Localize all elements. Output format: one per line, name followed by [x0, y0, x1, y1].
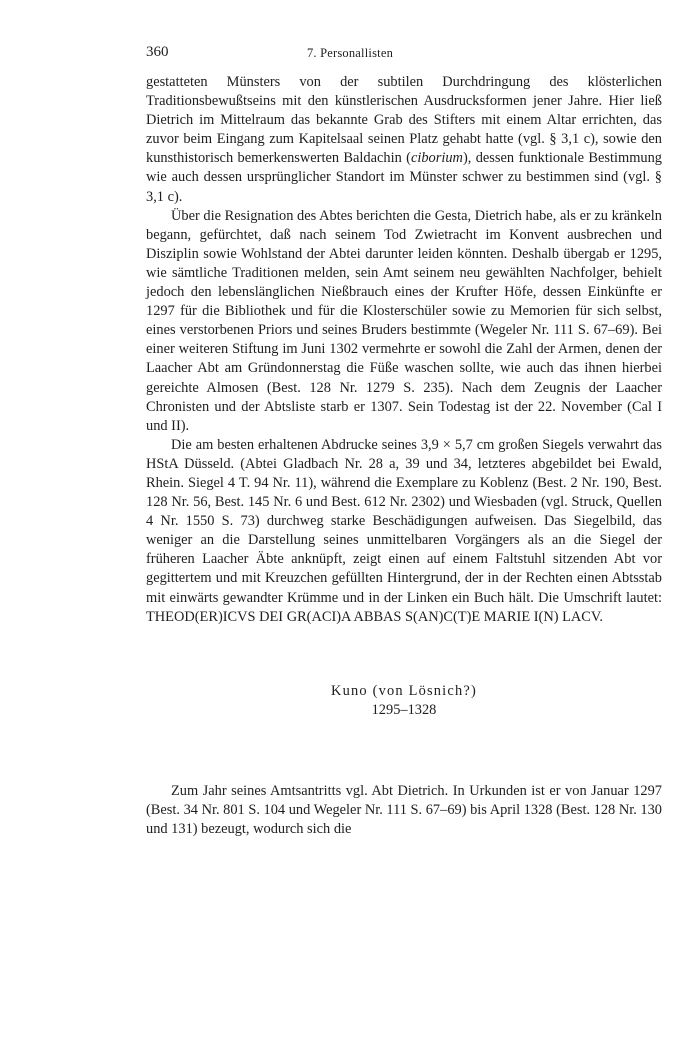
paragraph-1 [146, 73, 662, 207]
ciborium-term: ciborium [410, 150, 463, 167]
section-heading [146, 682, 662, 721]
paragraph-3: Die am besten erhaltenen Abdrucke seines 3,9 × 5,7 cm großen Siegels verwahrt das HStA Düsseld. (Abtei Gladbach Nr. 28 a, 39 und 34, letzteres abgebildet bei Ewald, Rhein. Siegel 4 T. 94 Nr. 11), während die Exemplare zu Koblenz (Best. 2 Nr. 190, Best. 128 Nr. 56, Best. 145 Nr. 6 und Best. 612 Nr. 2302) und Wiesbaden (vgl. Struck, Quellen 4 Nr. 1550 S. 73) durchweg starke Beschädigungen aufweisen. Das Siegelbild, das weniger an die Darstellung seines unmittelbaren Vorgängers als an die Siegel der früheren Laacher Äbte anknüpft, zeigt einen auf einem Faltstuhl sitzenden Abt vor gegittertem und mit Kreuzchen gefüllten Hintergrund, der in der Rechten einen Abtsstab mit einwärts gewandter Krümme und in der Linken ein Buch hält. Die Umschrift lautet: THEOD(ER)ICVS DEI GR(ACI)A ABBAS S(AN)C(T)E MARIE I(N) LACV. [146, 436, 662, 625]
paragraph-1-tail: ), dessen funktionale Bestimmung wie auch dessen ursprünglicher Standort im Münster schwer zu bestimmen sind (vgl. § 3,1 c). [146, 150, 662, 205]
section-heading-name: Kuno (von Lösnich?) [331, 682, 477, 699]
paragraph-1-lead: gestatteten Münsters von der subtilen Durchdringung des klösterlichen Traditionsbewußtseins mit den künstlerischen Ausdrucksformen jener Jahre. Hier ließ Dietrich im Mittelraum das bekannte Grab des Stifters mit einem Altar errichten, das zuvor beim Eingang zum Kapitelsaal seinen Platz gehabt hatte (vgl. § 3,1 c), sowie den kunsthistorisch bemerkenswerten Baldachin ( [146, 74, 662, 167]
running-head: 7. Personallisten [306, 46, 394, 60]
paragraph-2: Über die Resignation des Abtes berichten die Gesta, Dietrich habe, als er zu kränkeln begann, gefürchtet, daß nach seinem Tod Zwietracht im Konvent ausbrechen und Disziplin sowie Wohlstand der Abtei darunter leiden könnten. Deshalb übergab er 1295, wie sämtliche Traditionen melden, sein Amt seinem neu gewählten Nachfolger, behielt jedoch den lebenslänglichen Nießbrauch eines der Krufter Höfe, dessen Einkünfte er 1297 für die Bibliothek und für die Klosterschüler sowie zu Memorien für sich selbst, eines verstorbenen Priors und seines Bruders bestimmte (Wegeler Nr. 111 S. 67–69). Bei einer weiteren Stiftung im Juni 1302 vermehrte er sowohl die Zahl der Armen, denen der Laacher Abt am Gründonnerstag die Füße waschen sollte, wie auch das ihnen hierbei gereichte Almosen (Best. 128 Nr. 1279 S. 235). Nach dem Zeugnis der Laacher Chronisten und der Abtsliste starb er 1307. Sein Todestag ist der 22. November (Cal I und II). [146, 207, 662, 434]
section-heading-years: 1295–1328 [371, 702, 437, 719]
paragraph-4: Zum Jahr seines Amtsantritts vgl. Abt Dietrich. In Urkunden ist er von Januar 1297 (Best. 34 Nr. 801 S. 104 und Wegeler Nr. 111 S. 67–69) bis April 1328 (Best. 128 Nr. 130 und 131) bezeugt, wodurch sich die [146, 782, 662, 837]
page-number: 360 [146, 44, 169, 60]
body-text [146, 73, 662, 839]
